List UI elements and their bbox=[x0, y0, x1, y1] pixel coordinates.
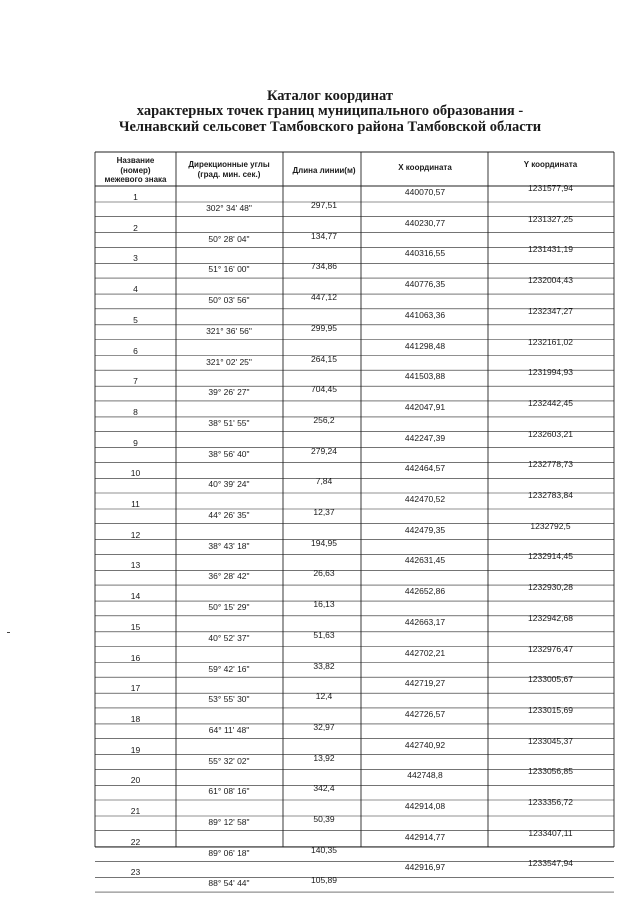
point-number: 19 bbox=[130, 744, 141, 755]
point-y: 1233356,72 bbox=[528, 797, 573, 807]
segment-length: 297,51 bbox=[311, 200, 337, 210]
point-y: 1232976,47 bbox=[528, 643, 573, 654]
segment-length: 12,37 bbox=[313, 507, 335, 517]
segment-angle: 50° 28' 04" bbox=[208, 233, 250, 244]
segment-length: 32,97 bbox=[313, 721, 335, 732]
segment-angle: 36° 28' 42" bbox=[208, 571, 250, 582]
point-x: 440070,57 bbox=[404, 187, 446, 197]
point-x: 442247,39 bbox=[404, 432, 446, 443]
point-y: 1231431,19 bbox=[528, 244, 573, 255]
document-subtitle: характерных точек границ муниципального образования - bbox=[136, 103, 524, 119]
point-number: 14 bbox=[130, 591, 141, 602]
segment-angle: 321° 02' 25" bbox=[206, 356, 252, 367]
point-x: 442726,57 bbox=[404, 708, 446, 719]
document-subtitle-region: Челнавский сельсовет Тамбовского района Тамбовской области bbox=[118, 119, 542, 135]
point-number: 15 bbox=[130, 621, 141, 632]
segment-angle: 40° 39' 24" bbox=[208, 479, 250, 490]
point-number: 18 bbox=[130, 713, 141, 724]
segment-angle: 50° 15' 29" bbox=[208, 602, 250, 613]
header-y: Y координата bbox=[523, 160, 578, 169]
point-number: 9 bbox=[133, 437, 138, 448]
segment-length: 264,15 bbox=[311, 353, 337, 364]
point-y: 1231327,25 bbox=[528, 213, 573, 224]
point-number: 16 bbox=[130, 652, 141, 663]
point-number: 22 bbox=[130, 836, 141, 847]
point-x: 441063,36 bbox=[404, 309, 446, 320]
point-number: 17 bbox=[130, 683, 141, 694]
point-y: 1233407,11 bbox=[528, 827, 573, 838]
segment-angle: 89° 12' 58" bbox=[208, 817, 250, 827]
segment-length: 447,12 bbox=[311, 292, 337, 303]
segment-length: 33,82 bbox=[313, 660, 335, 671]
segment-angle: 61° 08' 16" bbox=[208, 786, 250, 797]
point-number: 4 bbox=[133, 284, 138, 295]
point-number: 1 bbox=[133, 192, 138, 202]
point-y: 1232442,45 bbox=[528, 397, 573, 408]
segment-angle: 50° 03' 56" bbox=[208, 295, 250, 306]
segment-length: 51,63 bbox=[313, 629, 335, 640]
point-y: 1232347,27 bbox=[528, 305, 573, 316]
point-number: 10 bbox=[130, 468, 141, 479]
segment-angle: 40° 52' 37" bbox=[208, 632, 250, 643]
segment-length: 279,24 bbox=[311, 445, 337, 456]
segment-angle: 38° 56' 40" bbox=[208, 448, 250, 459]
point-x: 442748,8 bbox=[407, 770, 443, 781]
point-x: 442047,91 bbox=[404, 401, 446, 412]
segment-length: 256,2 bbox=[313, 414, 335, 425]
header-mark-line3: межевого знака bbox=[104, 175, 167, 184]
point-y: 1232778,73 bbox=[528, 459, 573, 470]
segment-angle: 88° 54' 44" bbox=[208, 878, 250, 889]
point-x: 442479,35 bbox=[404, 524, 446, 535]
point-y: 1232792,5 bbox=[530, 520, 571, 531]
point-x: 442702,21 bbox=[404, 647, 446, 658]
point-x: 442914,77 bbox=[404, 831, 446, 842]
point-x: 441503,88 bbox=[404, 371, 446, 382]
point-y: 1233015,69 bbox=[528, 704, 573, 715]
segment-length: 704,45 bbox=[311, 384, 337, 395]
point-number: 20 bbox=[130, 775, 141, 786]
point-y: 1232942,68 bbox=[528, 612, 573, 623]
segment-angle: 59° 42' 16" bbox=[208, 663, 250, 674]
segment-length: 734,86 bbox=[311, 261, 337, 272]
point-number: 23 bbox=[130, 867, 141, 878]
point-x: 442631,45 bbox=[404, 555, 446, 566]
point-x: 442652,86 bbox=[404, 586, 446, 597]
segment-length: 12,4 bbox=[315, 691, 333, 702]
segment-length: 50,39 bbox=[313, 814, 335, 824]
point-y: 1231994,93 bbox=[528, 367, 573, 378]
point-x: 442719,27 bbox=[404, 678, 446, 689]
segment-length: 342,4 bbox=[313, 783, 335, 794]
segment-length: 16,13 bbox=[313, 599, 335, 610]
header-angle-line1: Дирекционные углы bbox=[188, 160, 270, 169]
header-length: Длина линии(м) bbox=[292, 166, 356, 175]
point-y: 1233547,94 bbox=[528, 858, 573, 869]
point-y: 1232603,21 bbox=[528, 428, 573, 439]
point-x: 442740,92 bbox=[404, 739, 446, 750]
point-y: 1233005,67 bbox=[528, 674, 573, 685]
header-mark-line1: Название bbox=[116, 156, 155, 165]
segment-angle: 321° 36' 56" bbox=[206, 325, 252, 336]
point-x: 440316,55 bbox=[404, 248, 446, 259]
segment-angle: 38° 43' 18" bbox=[208, 540, 250, 551]
segment-length: 134,77 bbox=[311, 230, 337, 241]
point-y: 1232004,43 bbox=[528, 275, 573, 286]
document-title: Каталог координат bbox=[266, 88, 394, 104]
segment-length: 299,95 bbox=[311, 322, 337, 333]
segment-angle: 302° 34' 48" bbox=[206, 203, 252, 213]
point-number: 8 bbox=[133, 406, 138, 417]
point-y: 1233056,85 bbox=[528, 766, 573, 777]
point-number: 13 bbox=[130, 560, 141, 571]
header-x: X координата bbox=[398, 163, 452, 172]
point-x: 441298,48 bbox=[404, 340, 446, 351]
point-x: 440776,35 bbox=[404, 279, 446, 290]
point-x: 442470,52 bbox=[404, 494, 446, 504]
segment-angle: 39° 26' 27" bbox=[208, 387, 250, 398]
point-x: 440230,77 bbox=[404, 217, 446, 228]
point-x: 442464,57 bbox=[404, 463, 446, 474]
segment-length: 7,84 bbox=[315, 476, 333, 487]
segment-angle: 38° 51' 55" bbox=[208, 417, 250, 428]
segment-length: 194,95 bbox=[311, 537, 337, 548]
point-y: 1232914,45 bbox=[528, 551, 573, 562]
segment-angle: 55° 32' 02" bbox=[208, 755, 250, 766]
segment-angle: 89° 06' 18" bbox=[208, 847, 250, 858]
point-number: 2 bbox=[133, 222, 138, 233]
segment-length: 140,35 bbox=[311, 844, 337, 855]
point-number: 12 bbox=[130, 529, 141, 540]
header-mark-line2: (номер) bbox=[120, 165, 151, 175]
header-angle-line2: (град. мин. сек.) bbox=[197, 170, 261, 179]
segment-angle: 64° 11' 48" bbox=[208, 724, 250, 735]
point-number: 6 bbox=[133, 345, 138, 356]
point-y: 1231577,94 bbox=[528, 183, 573, 193]
point-y: 1233045,37 bbox=[528, 735, 573, 746]
point-x: 442663,17 bbox=[404, 616, 446, 627]
point-number: 11 bbox=[131, 499, 140, 509]
point-y: 1232930,28 bbox=[528, 582, 573, 593]
point-number: 5 bbox=[133, 314, 138, 325]
point-x: 442916,97 bbox=[404, 862, 446, 873]
segment-length: 105,89 bbox=[311, 875, 337, 886]
point-number: 21 bbox=[130, 806, 141, 816]
point-number: 3 bbox=[133, 253, 138, 264]
segment-angle: 44° 26' 35" bbox=[208, 510, 250, 520]
segment-angle: 53° 55' 30" bbox=[208, 694, 250, 705]
point-number: 7 bbox=[133, 376, 138, 387]
scan-speck bbox=[7, 632, 10, 633]
segment-angle: 51° 16' 00" bbox=[208, 264, 250, 275]
point-y: 1232783,84 bbox=[528, 490, 573, 500]
point-x: 442914,08 bbox=[404, 801, 446, 811]
segment-length: 13,92 bbox=[313, 752, 335, 763]
point-y: 1232161,02 bbox=[528, 336, 573, 347]
segment-length: 26,63 bbox=[313, 568, 335, 579]
